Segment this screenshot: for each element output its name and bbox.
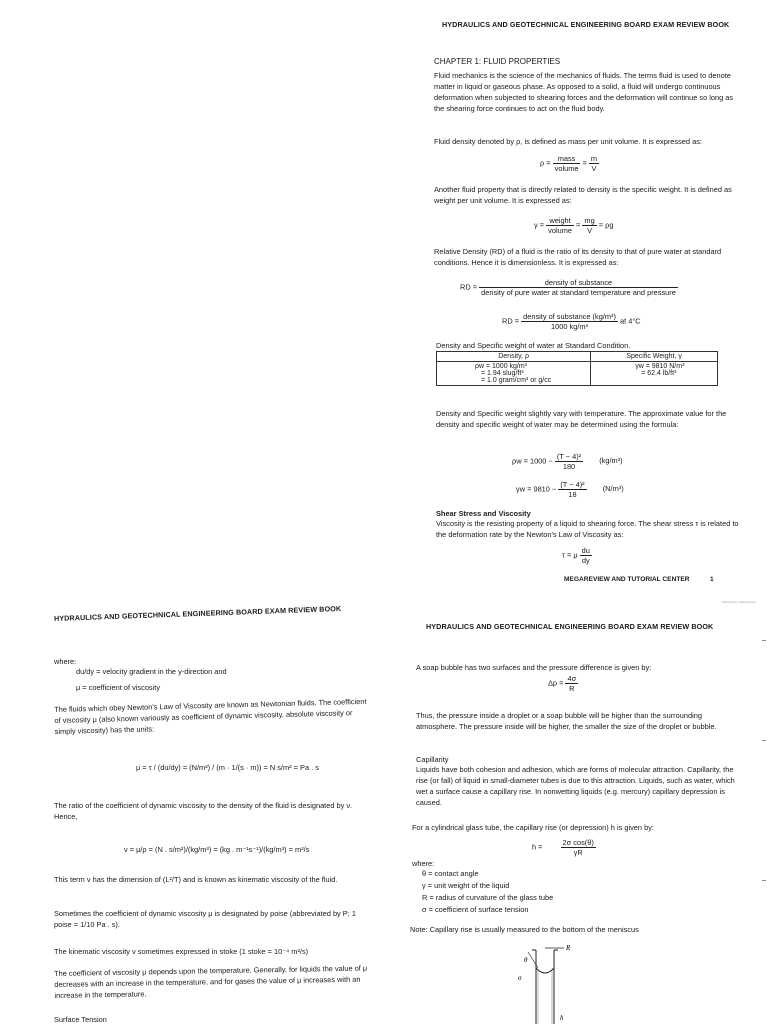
- eq-unit: (kg/m³): [599, 456, 623, 466]
- units-equation: μ = τ / (du/dy) = (N/m²) / (m · 1/(s · m)) = N s/m² = Pa . s: [136, 763, 319, 772]
- table-cell-specific-weight: [591, 362, 718, 386]
- eq-num: (T − 4)²: [560, 480, 585, 489]
- eq-den2: V: [587, 226, 593, 235]
- radius-label: R: [566, 944, 571, 952]
- eq-lhs: ρ =: [540, 158, 551, 168]
- chapter-title: CHAPTER 1: FLUID PROPERTIES: [434, 57, 561, 66]
- capillary-equation: [532, 838, 596, 857]
- para-kinematic: The ratio of the coefficient of dynamic viscosity to the density of the fluid is designated by ν. Hence,: [54, 801, 353, 821]
- page-number: 1: [710, 576, 714, 583]
- para-newtonian: The fluids which obey Newton's Law of Viscosity are known as Newtonian fluids. The coefficient of viscosity μ (also known variously as coefficient of dynamic viscosity, absolute viscosity or simply viscosity) has the units:: [54, 696, 367, 736]
- para-temperature: The coefficient of viscosity μ depends upon the temperature. Generally, for liquids the value of μ decreases with an increase in the temperature, and for gases the value of μ increases with an increase in the temperature.: [54, 963, 368, 1000]
- para-density: Fluid density denoted by ρ, is defined as mass per unit volume. It is expressed as:: [434, 137, 702, 146]
- specific-weight-equation: [534, 216, 613, 235]
- eq-den: volume: [548, 226, 572, 235]
- water-properties-table: [436, 351, 718, 386]
- para-temperature: Density and Specific weight slightly vary with temperature. The approximate value for the density and specific weight of water may be determined using the formula:: [436, 409, 727, 429]
- scan-mark: Scanned by CamScanner: [722, 600, 757, 604]
- scan-edge-mark: [762, 640, 766, 641]
- where-item: σ = coefficient of surface tension: [422, 905, 529, 914]
- para-fluid-mechanics: Fluid mechanics is the science of the mechanics of fluids. The terms fluid is used to denote matter in liquid or gaseous phase. As opposed to a solid, a fluid will undergo continuous deformation when subjected to shearing forces and the deformation will continue so long as the shearing force continues to act on the fluid body.: [434, 71, 734, 113]
- para-relative-density: Relative Density (RD) of a fluid is the ratio of its density to that of pure water at standard conditions. Hence it is dimensionless. It is expressed as:: [434, 247, 722, 267]
- eq-den: dy: [581, 556, 590, 565]
- para-droplet: Thus, the pressure inside a droplet or a soap bubble will be higher than the surrounding atmosphere. The pressure inside will be higher, the smaller the size of the droplet or bubble.: [416, 711, 717, 731]
- table-header-density: Density, ρ: [437, 352, 591, 362]
- document-page-3: [398, 606, 768, 1024]
- where-item: du/dy = velocity gradient in the y-direction and: [76, 667, 227, 676]
- para-soap: A soap bubble has two surfaces and the pressure difference is given by:: [416, 663, 652, 672]
- eq-num: mass: [553, 154, 581, 164]
- eq-den: R: [569, 684, 575, 693]
- kinematic-equation: ν = μ/ρ = (N . s/m²)/(kg/m³) = (kg . m⁻¹s⁻¹)/(kg/m³) = m²/s: [124, 845, 310, 854]
- scan-edge-mark: [762, 740, 766, 741]
- eq-lhs: Δp =: [548, 678, 564, 688]
- eq-num: density of substance: [479, 278, 678, 288]
- rd-equation-1: [460, 278, 678, 297]
- shear-heading: Shear Stress and Viscosity: [436, 509, 531, 518]
- eq-num: (T − 4)²: [556, 452, 582, 461]
- eq-lhs: γ =: [534, 220, 545, 230]
- eq-den: γR: [573, 848, 583, 857]
- density-line: = 1.94 slug/ft³: [481, 370, 524, 377]
- page-header: HYDRAULICS AND GEOTECHNICAL ENGINEERING BOARD EXAM REVIEW BOOK: [426, 622, 714, 631]
- eq-lhs: ρw = 1000 −: [512, 456, 553, 466]
- rd-equation-2: [502, 312, 641, 331]
- where-label: where:: [412, 859, 435, 868]
- surface-tension-heading: Surface Tension: [54, 1015, 107, 1024]
- document-page-2: [40, 600, 380, 1024]
- weight-line: γw = 9810 N/m³: [635, 363, 685, 370]
- eq-den: 18: [568, 490, 577, 499]
- eq-lhs: RD =: [460, 282, 478, 292]
- eq-num2: mg: [584, 216, 595, 225]
- para-poise: Sometimes the coefficient of dynamic viscosity μ is designated by poise (abbreviated by P; 1 poise = 1/10 Pa . s).: [54, 909, 356, 929]
- where-item: θ = contact angle: [422, 869, 479, 878]
- eq-num: 2σ cos(θ): [562, 838, 594, 847]
- sigma-label: σ: [518, 974, 522, 982]
- eq-num: weight: [546, 216, 574, 226]
- capillary-note: Note: Capillary rise is usually measured to the bottom of the meniscus: [410, 925, 639, 934]
- eq-num2: m: [590, 154, 598, 163]
- eq-lhs: γw = 9810 −: [516, 484, 557, 494]
- eq-num: 4σ: [567, 674, 577, 683]
- eq-den2: V: [591, 164, 597, 173]
- table-caption: Density and Specific weight of water at Standard Condition.: [436, 341, 631, 350]
- page-header: HYDRAULICS AND GEOTECHNICAL ENGINEERING BOARD EXAM REVIEW BOOK: [442, 20, 730, 29]
- eq-num: density of substance (kg/m³): [523, 312, 616, 321]
- eq-den: 180: [562, 462, 576, 471]
- scan-edge-mark: [762, 880, 766, 881]
- where-label: where:: [54, 657, 77, 666]
- weight-line: = 62.4 lb/ft³: [641, 370, 677, 377]
- where-item: R = radius of curvature of the glass tube: [422, 893, 554, 902]
- density-line: = 1.0 gram/cm³ or g/cc: [481, 377, 552, 384]
- soap-equation: [548, 674, 578, 693]
- density-equation: [540, 154, 599, 173]
- eq-den: density of pure water at standard temperature and pressure: [481, 288, 676, 297]
- meniscus: [536, 968, 554, 973]
- para-viscosity: Viscosity is the resisting property of a liquid to shearing force. The shear stress τ is related to the deformation rate by the Newton's Law of Viscosity as:: [436, 519, 739, 539]
- eq-den: volume: [554, 164, 579, 173]
- eq-rhs: at 4°C: [620, 316, 641, 326]
- height-label: h: [560, 1014, 564, 1022]
- eq-eq: =: [576, 220, 581, 230]
- theta-label: θ: [524, 956, 528, 964]
- capillary-tube-figure: [516, 938, 586, 1024]
- page-header: HYDRAULICS AND GEOTECHNICAL ENGINEERING BOARD EXAM REVIEW BOOK: [53, 603, 342, 623]
- eq-den: 1000 kg/m³: [551, 322, 589, 331]
- density-line: ρw = 1000 kg/m³: [475, 363, 528, 370]
- eq-num: du: [581, 546, 590, 555]
- page-footer: MEGAREVIEW AND TUTORIAL CENTER: [564, 576, 690, 583]
- eq-lhs: RD =: [502, 316, 520, 326]
- where-item: μ = coefficient of viscosity: [76, 683, 161, 692]
- eq-lhs: h =: [532, 842, 543, 852]
- eq-unit: (N/m³): [602, 484, 624, 494]
- temp-weight-equation: [516, 480, 624, 499]
- para-capillarity: Liquids have both cohesion and adhesion, which are forms of molecular attraction. Capillarity, the rise (or fall) of liquid in small-diameter tubes is due to this attraction. Liquids, such as water, which wet a surface cause a capillary rise. In nonwetting liquids (e.g. mercury) capillary depression is caused.: [416, 765, 735, 807]
- where-item: γ = unit weight of the liquid: [422, 881, 510, 890]
- capillarity-heading: Capillarity: [416, 755, 449, 764]
- newton-viscosity-equation: [562, 546, 592, 565]
- para-tube: For a cylindrical glass tube, the capillary rise (or depression) h is given by:: [412, 823, 654, 832]
- eq-eq: =: [582, 158, 587, 168]
- para-stoke: The kinematic viscosity ν sometimes expressed in stoke (1 stoke = 10⁻⁴ m²/s): [54, 947, 309, 956]
- para-dimension: This term ν has the dimension of (L²/T) and is known as kinematic viscosity of the fluid.: [54, 875, 338, 884]
- table-cell-density: [437, 362, 591, 386]
- document-page-1: [412, 0, 768, 604]
- para-specific-weight: Another fluid property that is directly related to density is the specific weight. It is defined as weight per unit volume. It is expressed as:: [434, 185, 732, 205]
- eq-rhs: = ρg: [598, 220, 614, 230]
- temp-density-equation: [512, 452, 623, 471]
- eq-lhs: τ = μ: [562, 550, 578, 560]
- table-header-specific-weight: Specific Weight, γ: [591, 352, 718, 362]
